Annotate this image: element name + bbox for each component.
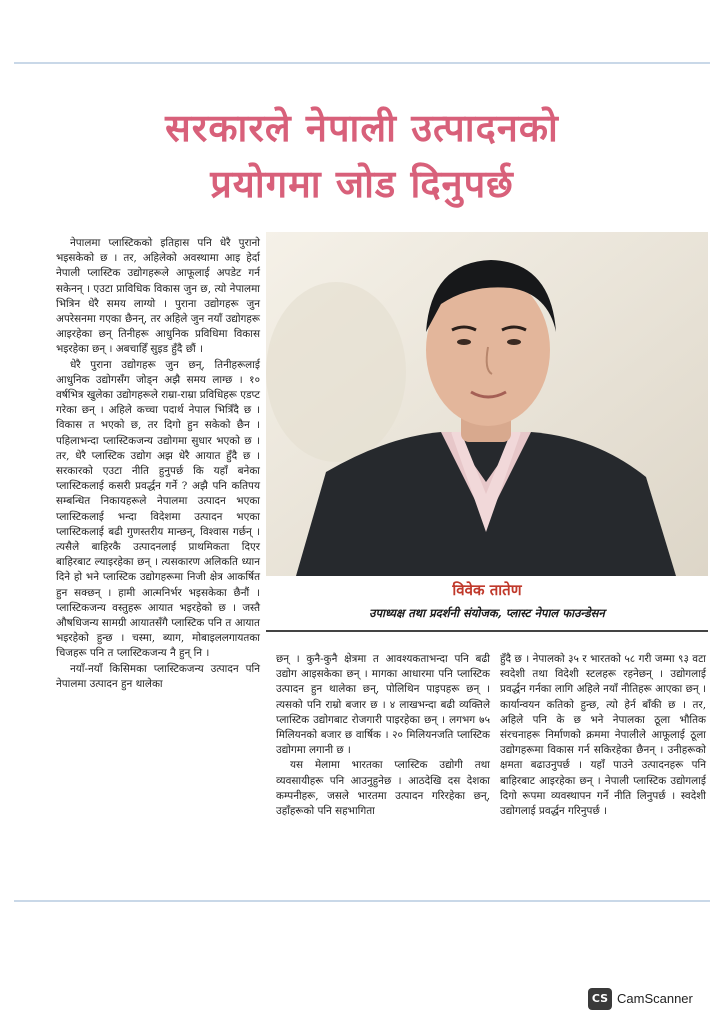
headline xyxy=(40,100,684,212)
col1-paragraph: धेरै पुराना उद्योगहरू जुन छन्, तिनीहरूलाई आधुनिक उद्योगसँग जोड्न अझै समय लाग्छ । १० वर्षभित्र खुलेका उद्योगहरूले राम्रा-राम्रा प्रविधिहरू एडप्ट गरेका छन् । अहिले कच्चा पदार्थ नेपाल भित्रिँदै छ । विकास त भएको छ, तर दिगो हुन सकेको छैन । पहिलाभन्दा प्लास्टिकजन्य उद्योगमा सुधार भएको छ । तर, धेरै प्लास्टिक उद्योग अझ धेरै आयात हुँदै छ । सरकारको एउटा नीति हुनुपर्छ कि यहाँ बनेका प्लास्टिकलाई कसरी प्रवर्द्धन गर्ने ? अझै पनि कतिपय सम्बन्धित निकायहरूले नेपालमा उत्पादन भएका प्लास्टिकलाई भन्दा विदेशमा उत्पादन भएका प्लास्टिकलाई बढी गुणस्तरीय मान्छन्, विश्वास गर्छन् । त्यसैले बाहिरकै उत्पादनलाई प्राथमिकता दिएर बाहिरबाट ल्याइरहेका छन् । त्यसकारण अलिकति ध्यान दिने हो भने प्लास्टिक उद्योगहरूमा निजी क्षेत्र आकर्षित हुन सक्छन् । हामी आत्मनिर्भर भइसकेका छैनौं । प्लास्टिकजन्य वस्तुहरू आयात भइरहेको छ । जस्तै औषधिजन्य सामग्री आयातसँगै प्लास्टिक पनि त आयात भइरहेको हुन्छ । चस्मा, ब्याग, मोबाइललगायतका चिजहरू पनि त प्लास्टिकजन्य नै हुन् नि । xyxy=(56,358,260,660)
article-column-1 xyxy=(56,236,260,692)
col1-paragraph: नयाँ-नयाँ किसिमका प्लास्टिकजन्य उत्पादन पनि नेपालमा उत्पादन हुन थालेका xyxy=(56,662,260,690)
portrait-illustration xyxy=(266,232,708,576)
caption-divider xyxy=(266,630,708,632)
headline-line-2: प्रयोगमा जोड दिनुपर्छ xyxy=(210,162,514,206)
camscanner-watermark xyxy=(588,988,714,1010)
portrait-photo xyxy=(266,232,708,576)
photo-caption-name: विवेक तातेण xyxy=(452,581,522,599)
col2-paragraph: छन् । कुनै-कुनै क्षेत्रमा त आवश्यकताभन्दा पनि बढी उद्योग आइसकेका छन् । मागका आधारमा पनि प्लास्टिक उत्पादन हुन थालेका छन्, पोलिथिन पाइपहरू छन् । त्यसको पनि राम्रो बजार छ । ४ लाखभन्दा बढी व्यक्तिले प्लास्टिक उद्योगबाट रोजगारी पाइरहेका छन् । लगभग ७५ मिलियनको बजार छ वार्षिक । २० मिलियनजति प्लास्टिक उद्योगमा लगानी छ । xyxy=(276,653,490,757)
article-column-3 xyxy=(500,652,706,819)
bottom-rule xyxy=(14,900,710,902)
camscanner-logo-icon: CS xyxy=(588,988,612,1010)
article-column-2 xyxy=(276,652,490,819)
top-rule xyxy=(14,62,710,64)
headline-line-1: सरकारले नेपाली उत्पादनको xyxy=(165,106,559,150)
col1-paragraph: नेपालमा प्लास्टिकको इतिहास पनि धेरै पुरानो भइसकेको छ । तर, अहिलेको अवस्थामा आइ हेर्दा नेपाली प्लास्टिक उद्योगहरूले आफूलाई अपडेट गर्न सकेनन् । एउटा प्राविधिक विकास जुन छ, त्यो नेपालमा भित्रिन धेरै समय लाग्यो । पुराना उद्योगहरू जुन अपरेसनमा गएका छैनन्, तर अहिले जुन नयाँ उद्योगहरू आइरहेका छन् तिनीहरू आधुनिक प्रविधिमा विकास भइरहेका छन् । अबचाहिँ सुइड हुँदै छौं । xyxy=(56,237,260,356)
photo-caption-title: उपाध्यक्ष तथा प्रदर्शनी संयोजक, प्लास्ट नेपाल फाउन्डेसन xyxy=(369,606,605,620)
col3-paragraph: हुँदै छ । नेपालको ३५ र भारतको ५८ गरी जम्मा ९३ वटा स्वदेशी तथा विदेशी स्टलहरू रहनेछन् । उद्योगलाई प्रवर्द्धन गर्नका लागि अहिले नयाँ नीतिहरू आएका छन् । कार्यान्वयन कतिको हुन्छ, त्यो हेर्न बाँकी छ । तर, अहिले पनि के छ भने नेपालका ठूला भौतिक संरचनाहरू निर्माणको क्रममा नेपालीले आफूलाई ठूला उद्योगहरूमा विकास गर्न सकिरहेका छैनन् । उनीहरूको क्षमता बढाउनुपर्छ । यहाँ पाउने उत्पादनहरू पनि बाहिरबाट आइरहेका छन् । नेपाली प्लास्टिक उद्योगलाई दिगो रूपमा व्यवस्थापन गर्ने नीति लिनुपर्छ । स्वदेशी उद्योगलाई प्रवर्द्धन गरिनुपर्छ । xyxy=(500,653,706,818)
col2-paragraph: यस मेलामा भारतका प्लास्टिक उद्योगी तथा व्यवसायीहरू पनि आउनुहुनेछ । आठदेखि दस देशका कम्पनीहरू, जसले भारतमा उत्पादन गरिरहेका छन्, उहाँहरूको पनि सहभागिता xyxy=(276,759,490,818)
camscanner-label: CamScanner xyxy=(617,991,693,1006)
